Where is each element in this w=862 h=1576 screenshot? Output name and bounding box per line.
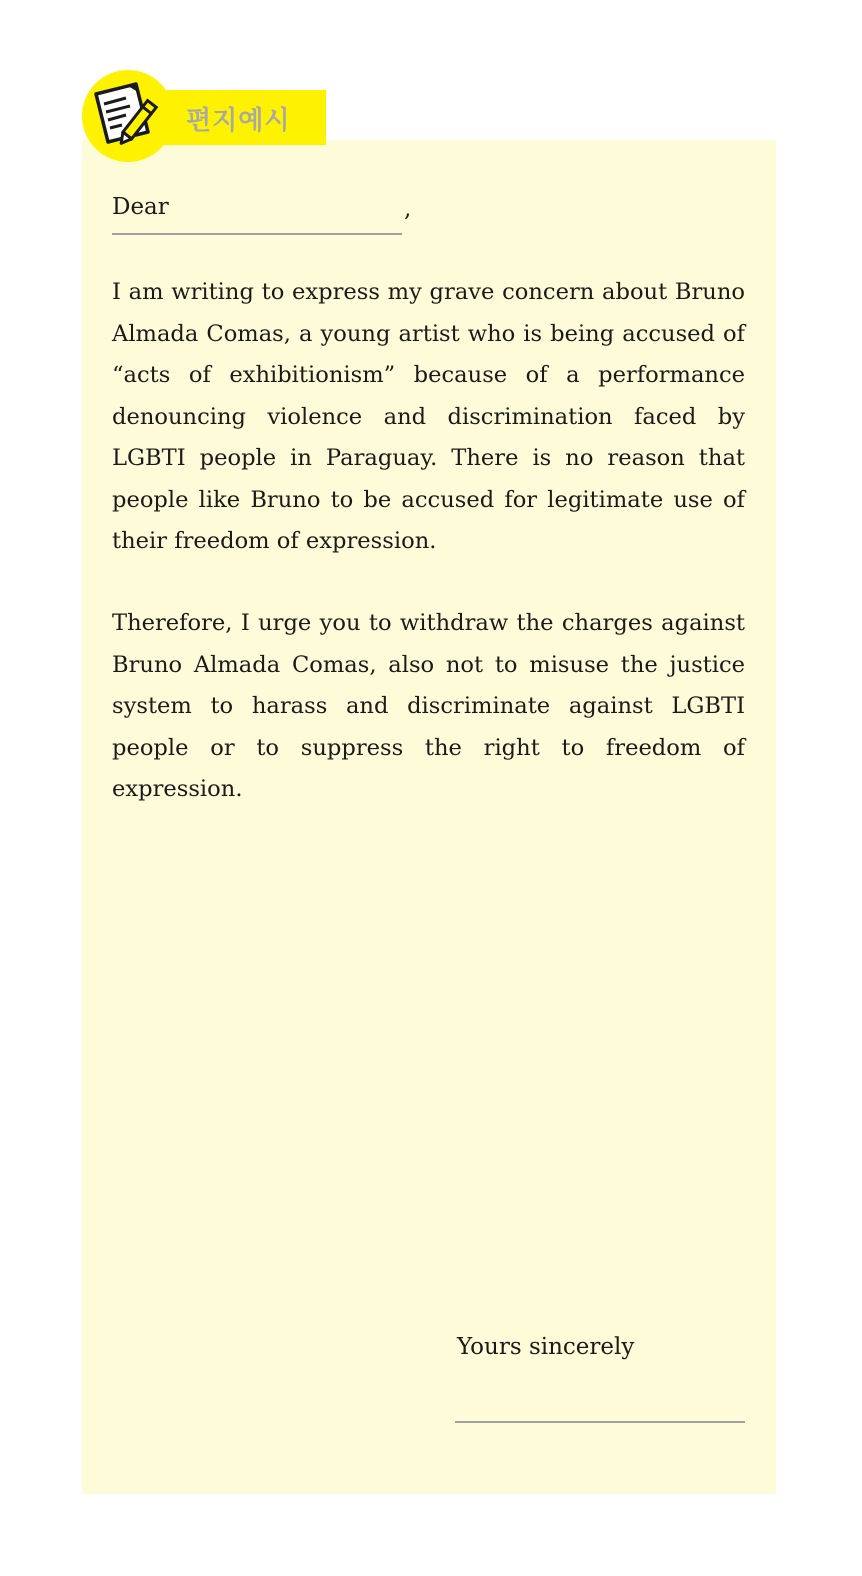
- document-pencil-icon: [90, 80, 166, 152]
- salutation: Dear: [112, 194, 169, 220]
- letter-paragraph: Therefore, I urge you to withdraw the charges against Bruno Almada Comas, also not to misuse the justice system to harass and discriminate against LGBTI people or to suppress the right to freedom of expression.: [112, 610, 745, 802]
- closing: Yours sincerely: [457, 1334, 635, 1360]
- signature-blank-line: [455, 1421, 745, 1423]
- letter-paragraph: I am writing to express my grave concern about Bruno Almada Comas, a young artist who is being accused of “acts of exhibitionism” because of a performance denouncing violence and discrimination faced by LGBTI people in Paraguay. There is no reason that people like Bruno to be accused for legitimate use of their freedom of expression.: [112, 279, 745, 554]
- recipient-blank-line: [112, 233, 402, 235]
- header-badge: [82, 70, 174, 162]
- header-label: 편지예시: [186, 106, 291, 136]
- salutation-comma: ,: [404, 196, 412, 222]
